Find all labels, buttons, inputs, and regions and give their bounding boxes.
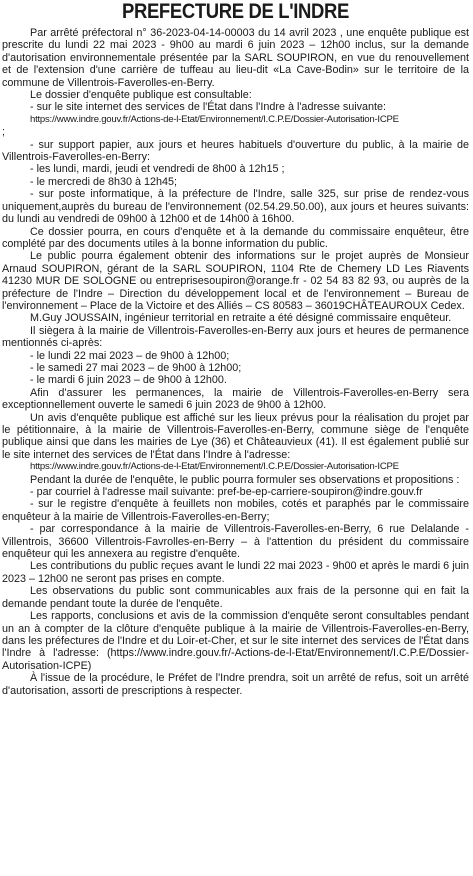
notice-paragraph: Pendant la durée de l'enquête, le public pourra formuler ses observations et propositions : <box>30 473 460 486</box>
notice-paragraph: M.Guy JOUSSAIN, ingénieur territorial en retraite a été désigné commissaire enquêteur. <box>30 312 452 325</box>
notice-paragraph: ; <box>2 126 5 139</box>
notice-paragraph: Les rapports, conclusions et avis de la commission d'enquête seront consultables pendant un an à compter de la clôture d'enquête publique à la mairie de Villentrois-Faverolles-en-Berry, dans les préfectures de l'Indre et du Loir-et-Cher, et sur le site internet des services de l'État dans l'Indre à l'adresse: (https://www.indre.gouv.fr/-Actions-de-l-Etat/Environnement/I.C.P.E/Dossier-Autorisation-ICPE) <box>2 610 469 672</box>
notice-paragraph: - le samedi 27 mai 2023 – de 9h00 à 12h00; <box>30 361 242 374</box>
notice-paragraph: https://www.indre.gouv.fr/Actions-de-l-Etat/Environnement/I.C.P.E/Dossier-Autorisation-ICPE <box>30 461 399 473</box>
notice-paragraph: - par courriel à l'adresse mail suivante: pref-be-ep-carriere-soupiron@indre.gouv.fr <box>30 486 423 499</box>
notice-paragraph: À l'issue de la procédure, le Préfet de l'Indre prendra, soit un arrêté de refus, soit un arrêté d'autorisation, assorti de prescriptions à respecter. <box>2 672 469 697</box>
notice-paragraph: - sur support papier, aux jours et heures habituels d'ouverture du public, à la mairie de Villentrois-Faverolles-en-Berry: <box>2 138 469 164</box>
notice-paragraph: - par correspondance à la mairie de Villentrois-Faverolles-en-Berry, 6 rue Delalande - Villentrois, 36600 Villentrois-Favrolles-en-Berry – à l'attention du président du commissaire enquêteur qui les annexera au registre d'enquête. <box>2 523 469 561</box>
notice-paragraph: https://www.indre.gouv.fr/Actions-de-l-Etat/Environnement/I.C.P.E/Dossier-Autorisation-ICPE <box>30 113 399 125</box>
notice-body <box>2 27 469 697</box>
notice-paragraph: - sur le site internet des services de l'État dans l'Indre à l'adresse suivante: <box>30 101 387 114</box>
notice-paragraph: Les observations du public sont communicables aux frais de la personne qui en fait la demande pendant toute la durée de l'enquête. <box>2 585 469 610</box>
notice-paragraph: Le dossier d'enquête publique est consultable: <box>30 89 252 102</box>
notice-paragraph: Les contributions du public reçues avant le lundi 22 mai 2023 - 9h00 et après le mardi 6 juin 2023 – 12h00 ne seront pas prises en compte. <box>2 560 469 585</box>
notice-paragraph: Un avis d'enquête publique est affiché sur les lieux prévus pour la réalisation du projet par le pétitionnaire, à la mairie de Villentrois-Faverolles-en-Berry, commune siège de l'enquête publique ainsi que dans les mairies de Lye (36) et Châteauvieux (41). Il est également publié sur le site internet des services de l'État dans l'Indre à l'adresse: <box>2 411 469 461</box>
notice-paragraph: - le mercredi de 8h30 à 12h45; <box>30 175 178 188</box>
notice-paragraph: Ce dossier pourra, en cours d'enquête et à la demande du commissaire enquêteur, être complété par des documents utiles à la bonne information du public. <box>2 225 469 250</box>
notice-paragraph: - le lundi 22 mai 2023 – de 9h00 à 12h00; <box>30 349 230 362</box>
notice-title: PREFECTURE DE L'INDRE <box>121 0 349 23</box>
notice-paragraph: - les lundi, mardi, jeudi et vendredi de 8h00 à 12h15 ; <box>30 163 285 176</box>
notice-paragraph: Par arrêté préfectoral n° 36-2023-04-14-00003 du 14 avril 2023 , une enquête publique est prescrite du lundi 22 mai 2023 - 9h00 au mardi 6 juin 2023 – 12h00 inclus, sur la demande d'autorisation environnementale présentée par la SARL SOUPIRON, en vue du renouvellement et de l'extension d'une carrière de tuffeau au lieu-dit «La Cave-Bodin» sur le territoire de la commune de Villentrois-Faverolles-en-Berry. <box>2 27 469 89</box>
notice-paragraph: Afin d'assurer les permanences, la mairie de Villentrois-Faverolles-en-Berry sera exceptionnellement ouverte le samedi 6 juin 2023 de 9h00 à 12h00. <box>2 386 469 412</box>
notice-paragraph: - le mardi 6 juin 2023 – de 9h00 à 12h00. <box>30 374 227 387</box>
notice-paragraph: - sur poste informatique, à la préfecture de l'Indre, salle 325, sur prise de rendez-vous uniquement,auprès du bureau de l'environnement (02.54.29.50.00), aux jours et heures suivants: du lundi au vendredi de 09h00 à 12h00 et de 14h00 à 16h00. <box>2 188 469 226</box>
notice-paragraph: - sur le registre d'enquête à feuillets non mobiles, cotés et paraphés par le commissaire enquêteur à la mairie de Villentrois-Faverolles-en-Berry; <box>2 498 469 523</box>
notice-paragraph: Il siègera à la mairie de Villentrois-Faverolles-en-Berry aux jours et heures de permanence mentionnés ci-après: <box>2 324 469 350</box>
notice-paragraph: Le public pourra également obtenir des informations sur le projet auprès de Monsieur Arnaud SOUPIRON, gérant de la SARL SOUPIRON, 1104 Rte de Chemery LD Les Riavents 41230 MUR DE SOLOGNE ou entreprisesoupiron@orange.fr - 02 54 83 82 93, ou auprès de la préfecture de l'Indre – Direction du développement local et de l'environnement – Bureau de l'environnement – Place de la Victoire et des Alliés – CS 80583 – 36019CHÂTEAUROUX Cedex. <box>2 250 469 312</box>
